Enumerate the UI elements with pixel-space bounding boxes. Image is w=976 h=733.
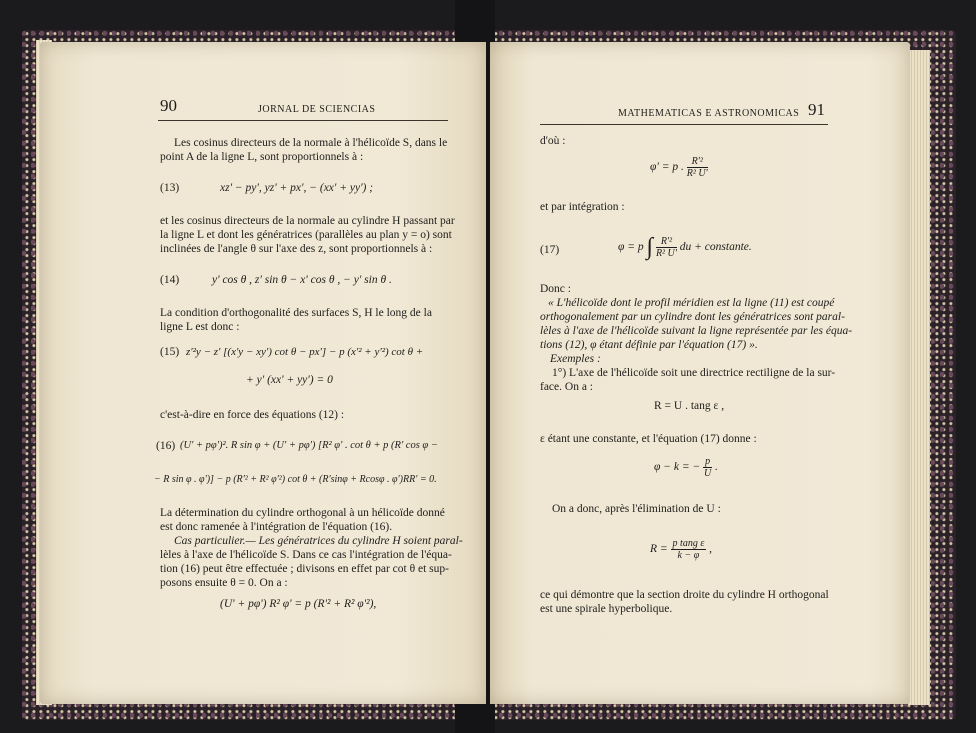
equation: y' cos θ , z' sin θ − x' cos θ , − y' sin θ . bbox=[212, 274, 392, 286]
fraction bbox=[656, 236, 677, 259]
text-line: Cas particulier.— Les génératrices du cylindre H soient paral- bbox=[174, 535, 463, 547]
text-line: point A de la ligne L, sont proportionnels à : bbox=[160, 151, 364, 163]
fraction-numerator: p tang ε bbox=[672, 538, 705, 549]
fraction-denominator: U bbox=[704, 468, 712, 479]
equation bbox=[654, 456, 718, 479]
equation bbox=[650, 538, 712, 561]
equation-end: . bbox=[715, 461, 718, 474]
text-line: inclinées de l'angle θ sur l'axe des z, sont proportionnels à : bbox=[160, 243, 433, 255]
text-line: Donc : bbox=[540, 283, 571, 295]
header-rule bbox=[540, 124, 828, 125]
equation-lhs: R = bbox=[650, 543, 668, 556]
equation-end: , bbox=[709, 543, 713, 556]
equation: (U' + pφ')². R sin φ + (U' + pφ') [R² φ' . cot θ + p (R' cos φ − bbox=[180, 440, 438, 451]
equation: − R sin φ . φ')] − p (R'² + R² φ'²) cot θ + (R'sinφ + Rcosφ . φ')RR' = 0. bbox=[154, 474, 437, 485]
text-line: Les cosinus directeurs de la normale à l'hélicoïde S, dans le bbox=[174, 137, 448, 149]
equation bbox=[650, 156, 708, 179]
text-line: et les cosinus directeurs de la normale au cylindre H passant par bbox=[160, 215, 455, 227]
text-line: ε étant une constante, et l'équation (17) donne : bbox=[540, 433, 757, 445]
integral-sign: ∫ bbox=[646, 234, 654, 260]
text-line: c'est-à-dire en force des équations (12) : bbox=[160, 409, 345, 421]
fraction-denominator: R² U' bbox=[655, 248, 677, 259]
text-line: posons ensuite θ = 0. On a : bbox=[160, 577, 288, 589]
equation: xz' − py', yz' + px', − (xx' + yy') ; bbox=[220, 182, 374, 194]
header-rule bbox=[158, 120, 448, 121]
equation: (U' + pφ') R² φ' = p (R'² + R² φ'²), bbox=[220, 598, 377, 610]
fraction bbox=[671, 538, 707, 561]
equation: + y' (xx' + yy') = 0 bbox=[246, 374, 333, 386]
equation bbox=[618, 234, 752, 261]
text-line: tions (12), φ étant définie par l'équation (17) ». bbox=[540, 339, 758, 351]
fraction bbox=[703, 456, 712, 479]
text-line: La détermination du cylindre orthogonal à un hélicoïde donné bbox=[160, 507, 445, 519]
equation: R = U . tang ε , bbox=[654, 400, 725, 412]
equation-label: (14) bbox=[160, 274, 180, 286]
text-line: tion (16) peut être effectuée ; divisons en effet par cot θ et sup- bbox=[160, 563, 449, 575]
text-line: « L'hélicoïde dont le profil méridien est la ligne (11) est coupé bbox=[548, 297, 835, 309]
equation-lhs: φ' = p . bbox=[650, 161, 684, 174]
text-line: ligne L est donc : bbox=[160, 321, 240, 333]
text-line: d'où : bbox=[540, 135, 566, 147]
left-page bbox=[40, 42, 486, 704]
right-page bbox=[490, 42, 910, 704]
text-line: Exemples : bbox=[550, 353, 601, 365]
text-line: est donc ramenée à l'intégration de l'équation (16). bbox=[160, 521, 393, 533]
equation-label: (15) bbox=[160, 346, 180, 358]
text-line: et par intégration : bbox=[540, 201, 625, 213]
right-page-edges bbox=[908, 50, 930, 705]
equation-label: (17) bbox=[540, 244, 560, 256]
fraction-denominator: k − φ bbox=[677, 550, 700, 561]
equation-label: (16) bbox=[156, 440, 176, 452]
equation-lhs: φ = p bbox=[618, 241, 644, 254]
text-line: La condition d'orthogonalité des surfaces S, H le long de la bbox=[160, 307, 432, 319]
text-line: On a donc, après l'élimination de U : bbox=[552, 503, 721, 515]
equation-rhs: du + constante. bbox=[679, 241, 752, 254]
text-line: ce qui démontre que la section droite du cylindre H orthogonal bbox=[540, 589, 829, 601]
text-line: orthogonalement par un cylindre dont les génératrices sont paral- bbox=[540, 311, 845, 323]
equation-label: (13) bbox=[160, 182, 180, 194]
page-number: 90 bbox=[160, 96, 177, 115]
text-line: face. On a : bbox=[540, 381, 593, 393]
equation: z'²y − z' [(x'y − xy') cot θ − px'] − p (x'² + y'²) cot θ + bbox=[186, 346, 424, 358]
text-line: est une spirale hyperbolique. bbox=[540, 603, 673, 615]
page-number: 91 bbox=[808, 100, 825, 119]
fraction-denominator: R² U' bbox=[686, 168, 708, 179]
equation-lhs: φ − k = − bbox=[654, 461, 701, 474]
fraction-numerator: p bbox=[705, 456, 711, 467]
fraction-numerator: R'² bbox=[656, 236, 677, 248]
text-line: lèles à l'axe de l'hélicoïde S. Dans ce cas l'intégration de l'équa- bbox=[160, 549, 452, 561]
running-head: MATHEMATICAS E ASTRONOMICAS bbox=[618, 108, 800, 119]
text-line: lèles à l'axe de l'hélicoïde suivant la ligne représentée par les équa- bbox=[540, 325, 853, 337]
fraction-numerator: R'² bbox=[687, 156, 708, 168]
fraction bbox=[687, 156, 708, 179]
text-line: 1°) L'axe de l'hélicoïde soit une directrice rectiligne de la sur- bbox=[552, 367, 836, 379]
running-head: JORNAL DE SCIENCIAS bbox=[258, 104, 376, 115]
text-line: la ligne L et dont les génératrices (parallèles au plan y = o) sont bbox=[160, 229, 452, 241]
